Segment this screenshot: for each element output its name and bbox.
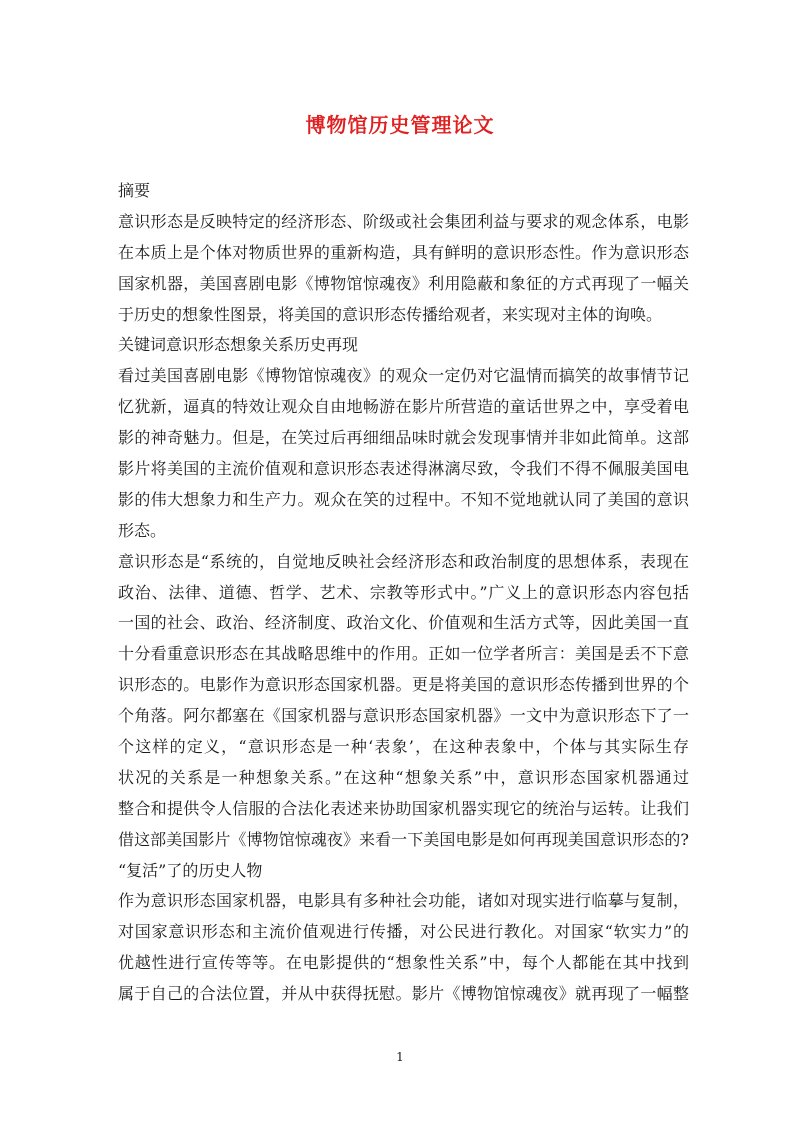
text-line: 优越性进行宣传等等。在电影提供的“想象性关系”中，每个人都能在其中找到 (118, 953, 689, 973)
text-line: 政治、法律、道德、哲学、艺术、宗教等形式中。”广义上的意识形态内容包括 (118, 582, 689, 602)
text-line: 看过美国喜剧电影《博物馆惊魂夜》的观众一定仍对它温情而搞笑的故事情节记 (118, 366, 689, 386)
text-line: 一国的社会、政治、经济制度、政治文化、价值观和生活方式等，因此美国一直 (118, 613, 689, 633)
text-line: 个角落。阿尔都塞在《国家机器与意识形态国家机器》一文中为意识形态下了一 (118, 706, 689, 726)
text-line: 意识形态是“系统的，自觉地反映社会经济形态和政治制度的思想体系，表现在 (118, 551, 689, 571)
page-number: 1 (396, 1050, 404, 1064)
text-line: “复活”了的历史人物 (118, 860, 263, 880)
document-title: 博物馆历史管理论文 (305, 113, 495, 137)
text-line: 属于自己的合法位置，并从中获得抚慰。影片《博物馆惊魂夜》就再现了一幅整 (118, 984, 689, 1004)
text-line: 借这部美国影片《博物馆惊魂夜》来看一下美国电影是如何再现美国意识形态的? (118, 829, 689, 849)
text-line: 于历史的想象性图景，将美国的意识形态传播给观者，来实现对主体的询唤。 (118, 304, 663, 324)
text-line: 关键词意识形态想象关系历史再现 (118, 335, 359, 355)
text-line: 形态。 (118, 520, 167, 540)
document-body (118, 176, 689, 1010)
text-line: 意识形态是反映特定的经济形态、阶级或社会集团利益与要求的观念体系，电影 (118, 211, 689, 231)
text-line: 影的伟大想象力和生产力。观众在笑的过程中。不知不觉地就认同了美国的意识 (118, 489, 689, 509)
text-line: 作为意识形态国家机器，电影具有多种社会功能，诸如对现实进行临摹与复制， (118, 891, 689, 911)
text-line: 忆犹新，逼真的特效让观众自由地畅游在影片所营造的童话世界之中，享受着电 (118, 397, 689, 417)
text-line: 识形态的。电影作为意识形态国家机器。更是将美国的意识形态传播到世界的个 (118, 675, 689, 695)
text-line: 影的神奇魅力。但是，在笑过后再细细品味时就会发现事情并非如此简单。这部 (118, 428, 689, 448)
text-line: 对国家意识形态和主流价值观进行传播，对公民进行教化。对国家“软实力”的 (118, 922, 689, 942)
text-line: 在本质上是个体对物质世界的重新构造，具有鲜明的意识形态性。作为意识形态 (118, 242, 689, 262)
text-line: 十分看重意识形态在其战略思维中的作用。正如一位学者所言：美国是丢不下意 (118, 644, 689, 664)
text-line: 整合和提供令人信服的合法化表述来协助国家机器实现它的统治与运转。让我们 (118, 798, 689, 818)
text-line: 个这样的定义，“意识形态是一种‘表象’，在这种表象中，个体与其实际生存 (118, 737, 689, 757)
text-line: 摘要 (118, 181, 151, 200)
text-line: 状况的关系是一种想象关系。”在这种“想象关系”中，意识形态国家机器通过 (118, 767, 689, 787)
text-line: 影片将美国的主流价值观和意识形态表述得淋漓尽致，令我们不得不佩服美国电 (118, 459, 689, 479)
text-line: 国家机器，美国喜剧电影《博物馆惊魂夜》利用隐蔽和象征的方式再现了一幅关 (118, 273, 689, 293)
